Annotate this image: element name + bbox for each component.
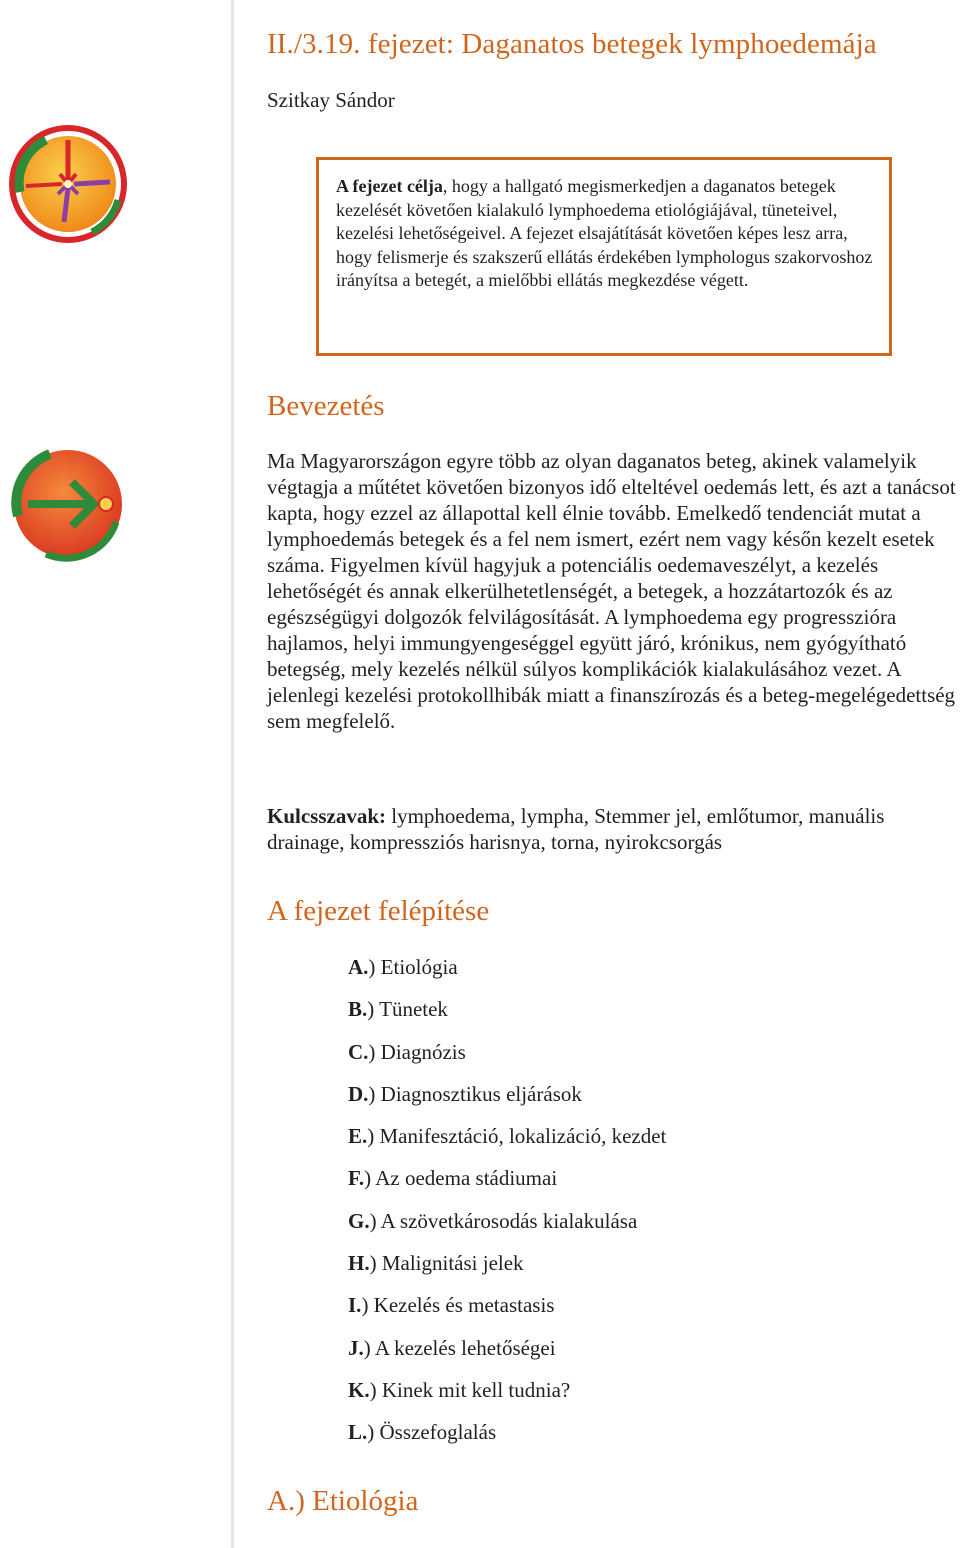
list-item-title: ) Kinek mit kell tudnia? [369, 1377, 571, 1402]
list-item-letter: A. [348, 955, 369, 979]
list-item [348, 1163, 666, 1205]
list-item-title: ) Az oedema stádiumai [364, 1166, 558, 1191]
list-item-title: ) Kezelés és metastasis [361, 1293, 555, 1318]
chapter-goal-text [336, 175, 873, 293]
arrow-right-icon [6, 442, 130, 566]
list-item [348, 1248, 666, 1290]
list-item [348, 1290, 666, 1332]
intro-heading: Bevezetés [267, 390, 385, 422]
list-item-letter: J. [348, 1335, 364, 1360]
list-item-letter: C. [348, 1039, 369, 1064]
list-item-title: ) Összefoglalás [367, 1420, 497, 1445]
list-item-title: ) Manifesztáció, lokalizáció, kezdet [367, 1124, 667, 1149]
list-item-title: ) Etiológia [368, 955, 458, 979]
section-a-heading: A.) Etiológia [267, 1485, 419, 1517]
list-item-letter: K. [348, 1377, 370, 1402]
list-item-title: ) A kezelés lehetőségei [363, 1335, 556, 1360]
list-item-letter: B. [348, 997, 368, 1022]
list-item-title: ) Malignitási jelek [369, 1251, 524, 1276]
list-item [348, 952, 666, 994]
list-item-title: ) Tünetek [367, 997, 448, 1022]
chapter-goal-body: , hogy a hallgató megismerkedjen a daganatos betegek kezelését követően kialakuló lymphoedema etiológiájával, tüneteivel, kezelési lehetőségeivel. A fejezet elsajátítását követően képes lesz arra, hogy felismerje és szakszerű ellátás érdekében lymphologus szakorvoshoz irányítsa a betegét, a mielőbbi ellátás megkezdése végett. [336, 176, 873, 291]
list-item-letter: I. [348, 1293, 362, 1318]
list-item-letter: L. [348, 1420, 368, 1445]
chapter-goal-box [316, 157, 892, 356]
keywords-paragraph [267, 803, 960, 855]
list-item-title: ) A szövetkárosodás kialakulása [369, 1208, 638, 1233]
list-item-letter: H. [348, 1251, 370, 1276]
chapter-title: II./3.19. fejezet: Daganatos betegek lymphoedemája [267, 28, 877, 60]
list-item [348, 1333, 666, 1375]
author-name: Szitkay Sándor [267, 88, 395, 112]
list-item [348, 1206, 666, 1248]
target-icon [6, 122, 130, 246]
keywords-list: lymphoedema, lympha, Stemmer jel, emlőtumor, manuális drainage, kompressziós harisnya, torna, nyirokcsorgás [267, 804, 885, 854]
list-item [348, 1375, 666, 1417]
list-item [348, 1079, 666, 1121]
chapter-goal-lead: A fejezet célja [336, 176, 443, 196]
list-item-title: ) Diagnózis [368, 1039, 466, 1064]
list-item [348, 1417, 666, 1459]
keywords-label: Kulcsszavak: [267, 804, 387, 828]
intro-paragraph: Ma Magyarországon egyre több az olyan daganatos beteg, akinek valamelyik végtagja a műtétet követően bizonyos idő elteltével oedemás lett, és azt a tanácsot kapta, hogy ezzel az állapottal kell élnie tovább. Emelkedő tendenciát mutat a lymphoedemás betegek és a fel nem ismert, ezért nem vagy későn kezelt esetek száma. Figyelmen kívül hagyjuk a potenciális oedemaveszélyt, a kezelés lehetőségét és annak elkerülhetetlenségét, a betegek, a hozzátartozók és az egészségügyi dolgozók felvilágosítását. A lymphoedema egy progresszióra hajlamos, helyi immungyengeséggel együtt járó, krónikus, nem gyógyítható betegség, mely kezelés nélkül súlyos komplikációk kialakulásához vezet. A jelenlegi kezelési protokollhibák miatt a finanszírozás és a beteg-megelégedettség sem megfelelő. [267, 449, 956, 733]
list-item-title: ) Diagnosztikus eljárások [368, 1081, 582, 1106]
list-item-letter: G. [348, 1208, 370, 1233]
list-item-letter: E. [348, 1124, 368, 1149]
list-item [348, 1121, 666, 1163]
margin-rule [231, 0, 234, 1548]
structure-heading: A fejezet felépítése [267, 895, 490, 927]
list-item [348, 994, 666, 1036]
list-item-letter: F. [348, 1166, 365, 1191]
list-item [348, 1037, 666, 1079]
chapter-structure-list [348, 952, 666, 1460]
list-item-letter: D. [348, 1081, 369, 1106]
